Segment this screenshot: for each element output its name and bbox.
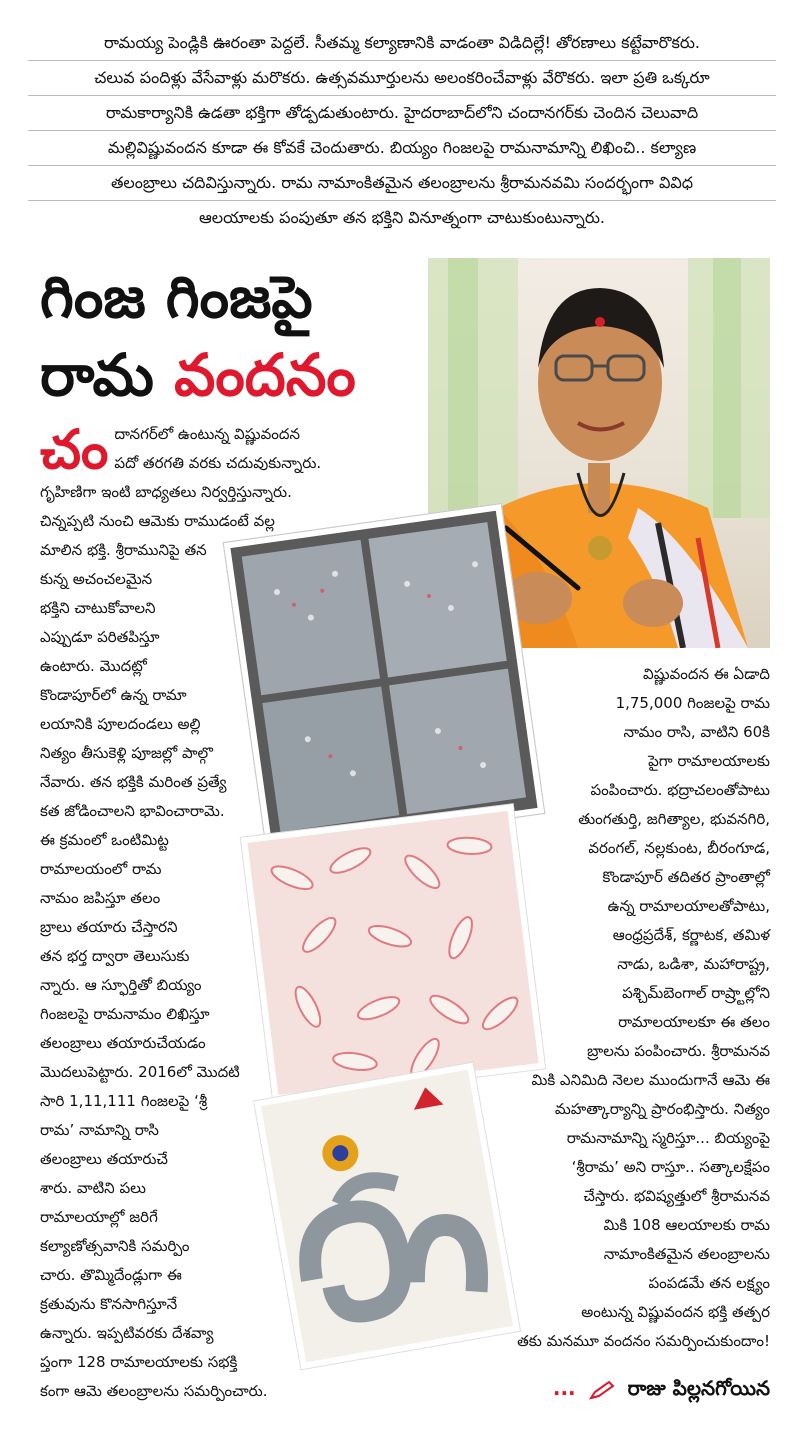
right-line: నామం రాసి, వాటిని 60కి [623, 723, 770, 741]
right-line: చేస్తారు. భవిష్యత్తులో శ్రీరామనవ [583, 1187, 770, 1205]
left-line: నిత్యం తీసుకెళ్లి పూజల్లో పాల్గొ [40, 744, 213, 762]
right-line: అంటున్న విష్ణువందన భక్తి తత్పర [581, 1303, 770, 1321]
left-line: మాలిన భక్తి. శ్రీరామునిపై తన [40, 541, 207, 559]
left-line: దానగర్‌లో ఉంటున్న విష్ణువందన [114, 425, 300, 443]
left-line: సారి 1,11,111 గింజలపై ‘శ్రీ [40, 1092, 208, 1110]
right-line: పంపడమే తన లక్ష్యం [648, 1274, 770, 1292]
left-line: నామం జపిస్తూ తలం [40, 889, 161, 907]
headline-word-black: రామ [40, 341, 154, 409]
headline-line-1: గింజ గింజపై [40, 263, 313, 331]
left-line: తలంబ్రాలు తయారుచే [40, 1150, 168, 1168]
right-line: 1,75,000 గింజలపై రామ [615, 694, 770, 712]
left-line: రామాలయాల్లో జరిగే [40, 1208, 158, 1226]
headline-line-2 [40, 336, 420, 414]
left-line: రామాలయంలో రామ [40, 860, 162, 878]
left-line: చారు. తొమ్మిదేండ్లుగా ఈ [40, 1266, 182, 1284]
right-line: పంపించారు. భద్రాచలంతోపాటు [590, 781, 770, 799]
left-line: తన భర్త ద్వారా తెలుసుకు [40, 947, 190, 965]
right-line: వరంగల్, నల్లకుంట, బీరంగూడ, [588, 839, 770, 857]
right-line: రామనామాన్ని స్మరిస్తూ... బియ్యంపై [566, 1129, 770, 1147]
right-line: కొండాపూర్ తదితర ప్రాంతాల్లో [602, 868, 770, 886]
byline [553, 1376, 770, 1405]
left-line: పదో తరగతి వరకు చదువుకున్నారు. [114, 454, 322, 472]
left-line: కంగా ఆమె తలంబ్రాలను సమర్పించారు. [40, 1382, 268, 1400]
right-line: ‘శ్రీరామ’ అని రాస్తూ.. సత్కాలక్షేపం [571, 1158, 770, 1176]
right-line: పశ్చిమ్‌బెంగాల్ రాష్ర్టాల్లోని [622, 984, 770, 1002]
right-line: నాడు, ఒడిశా, మహారాష్ట్ర, [617, 955, 770, 973]
byline-dots: ... [552, 1376, 576, 1400]
left-line: నేవారు. తన భక్తికి మరింత ప్రత్యే [40, 773, 227, 791]
byline-author: రాజు పిల్లనగోయిన [627, 1376, 770, 1400]
right-line: ఆంధ్రప్రదేశ్, కర్ణాటక, తమిళ [612, 926, 770, 944]
left-line: కల్యాణోత్సవానికి సమర్పిం [40, 1237, 190, 1255]
right-line: ఉన్న రామాలయాలతోపాటు, [607, 897, 770, 915]
intro-line: తలంబ్రాలు చదివిస్తున్నారు. రామ నామాంకితమైన తలంబ్రాలను శ్రీరామనవమి సందర్భంగా వివిధ [28, 166, 776, 201]
left-line: తలంబ్రాలు తయారుచేయడం [40, 1034, 206, 1052]
left-line: ఈ క్రమంలో ఒంటిమిట్ట [40, 831, 169, 849]
right-line: మికి ఎనిమిది నెలల ముందుగానే ఆమె ఈ [531, 1071, 770, 1089]
headline [40, 258, 420, 414]
right-line: మహత్కార్యాన్ని ప్రారంభిస్తారు. నిత్యం [554, 1100, 770, 1118]
right-line: రామాలయాలకూ ఈ తలం [618, 1013, 770, 1031]
intro-line: చలువ పందిళ్లు వేసేవాళ్లు మరొకరు. ఉత్సవమూర్తులను అలంకరించేవాళ్లు వేరొకరు. ఇలా ప్రతి ఒక్కరూ [28, 61, 776, 96]
intro-paragraph [28, 26, 776, 235]
left-line: ఎప్పుడూ పరితపిస్తూ [40, 628, 160, 646]
right-line: తుంగతుర్తి, జగిత్యాల, భువనగిరి, [578, 810, 770, 828]
left-line: న్నారు. ఆ స్ఫూర్తితో బియ్యం [40, 976, 202, 994]
left-line: బ్రాలు తయారు చేస్తారని [40, 918, 178, 936]
right-column [430, 660, 770, 1356]
pen-icon [589, 1380, 615, 1400]
left-line: కత జోడించాలని భావించారామె. [40, 802, 225, 820]
left-line: శారు. వాటిని పలు [40, 1179, 146, 1197]
left-line: లయానికి పూలదండలు అల్లి [40, 715, 201, 733]
left-line: ఉంటారు. మొదట్లో [40, 657, 147, 675]
intro-line: రామకార్యానికి ఉడతా భక్తిగా తోడ్పడుతుంటారు. హైదరాబాద్‌లోని చందానగర్‌కు చెందిన చెలువాది [28, 96, 776, 131]
left-column [40, 420, 340, 1406]
left-line: కొండాపూర్‌లో ఉన్న రామా [40, 686, 187, 704]
right-line: తకు మనమూ వందనం సమర్పించుకుందాం! [517, 1332, 770, 1350]
intro-line: రామయ్య పెండ్లికి ఊరంతా పెద్దలే. సీతమ్మ కల్యాణానికి వాడంతా విడిదిల్లే! తోరణాలు కట్టేవారొకరు. [28, 26, 776, 61]
left-line: ఉన్నారు. ఇప్పటివరకు దేశవ్యా [40, 1324, 214, 1342]
right-line: పైగా రామాలయాలకు [648, 752, 770, 770]
dropcap: చం [40, 418, 109, 481]
left-line: క్రతువును కొనసాగిస్తూనే [40, 1295, 178, 1313]
left-line: చిన్నప్పటి నుంచి ఆమెకు రాముడంటే వల్ల [40, 512, 275, 530]
left-line: ప్తంగా 128 రామాలయాలకు సభక్తి [40, 1353, 238, 1371]
right-line: విష్ణువందన ఈ ఏడాది [643, 665, 770, 683]
left-line: కున్న అచంచలమైన [40, 570, 153, 588]
left-line: రామ’ నామాన్ని రాసి [40, 1121, 159, 1139]
right-line: నామాంకితమైన తలంబ్రాలను [603, 1245, 770, 1263]
right-line: మికి 108 ఆలయాలకు రామ [603, 1216, 770, 1234]
right-line: బ్రాలను పంపించారు. శ్రీరామనవ [587, 1042, 770, 1060]
left-line: గింజలపై రామనామం లిఖిస్తూ [40, 1005, 210, 1023]
intro-line: మల్లివిష్ణువందన కూడా ఈ కోవకే చెందుతారు. బియ్యం గింజలపై రామనామాన్ని లిఖించి.. కల్యాణ [28, 131, 776, 166]
left-line: భక్తిని చాటుకోవాలని [40, 599, 156, 617]
headline-word-red: వందనం [174, 341, 356, 409]
left-line: గృహిణిగా ఇంటి బాధ్యతలు నిర్వర్తిస్తున్నారు. [40, 483, 292, 501]
left-line: మొదలుపెట్టారు. 2016లో మొదటి [40, 1063, 240, 1081]
intro-line: ఆలయాలకు పంపుతూ తన భక్తిని వినూత్నంగా చాటుకుంటున్నారు. [199, 208, 605, 227]
